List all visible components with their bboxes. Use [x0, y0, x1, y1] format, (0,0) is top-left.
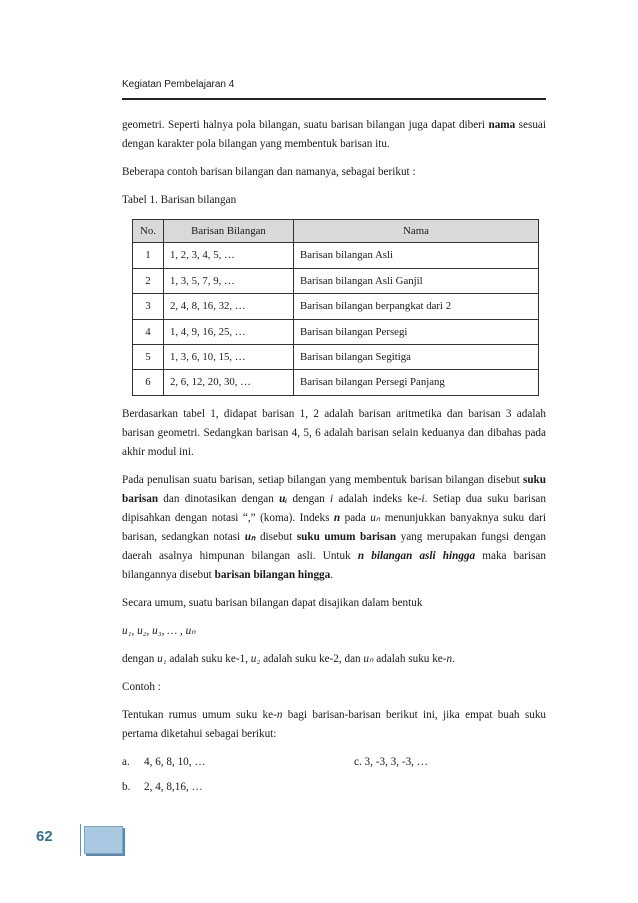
- cell-sequence: 1, 2, 3, 4, 5, …: [164, 243, 294, 268]
- math-term: i: [330, 492, 334, 505]
- math-term: u₁: [157, 652, 167, 665]
- text: adalah suku ke-: [373, 652, 447, 665]
- table-row: [133, 243, 539, 268]
- text: dan dinotasikan dengan: [158, 492, 280, 505]
- cell-no: 3: [133, 294, 164, 319]
- page-tab-decoration: [84, 826, 123, 854]
- text: Tentukan rumus umum suku ke-: [122, 708, 277, 721]
- item-text: c. 3, -3, 3, -3, …: [354, 756, 428, 768]
- page-content: [122, 116, 546, 803]
- cell-sequence: 1, 3, 6, 10, 15, …: [164, 344, 294, 369]
- sequence-formula: u₁, u₂, u₃, … , uₙ: [122, 624, 196, 637]
- text: adalah indeks ke-: [333, 492, 422, 505]
- text: adalah suku ke-1,: [166, 652, 251, 665]
- text: Pada penulisan suatu barisan, setiap bilangan yang membentuk barisan bilangan disebut: [122, 473, 523, 486]
- text: bagi barisan-barisan berikut ini, jika empat buah suku pertama diketahui sebagai berikut:: [122, 708, 547, 740]
- math-term: u₂: [250, 652, 261, 665]
- item-letter: a.: [122, 756, 130, 768]
- text: dengan: [287, 492, 331, 505]
- text: .: [330, 568, 334, 581]
- header-rule: [122, 98, 546, 100]
- math-term: n: [276, 708, 283, 721]
- cell-no: 4: [133, 319, 164, 344]
- text: geometri. Seperti halnya pola bilangan, suatu barisan bilangan juga dapat diberi: [122, 119, 489, 131]
- cell-name: Barisan bilangan Persegi: [294, 319, 539, 344]
- footer-divider: [80, 824, 81, 856]
- paragraph-3: Berdasarkan tabel 1, didapat barisan 1, 2 adalah barisan aritmetika dan barisan 3 adalah barisan geometri. Sedangkan barisan 4, 5, 6 adalah barisan selain keduanya dan dibahas pada akhir modul ini.: [122, 407, 546, 458]
- sequence-table: [132, 219, 539, 395]
- text: menunjukkan banyaknya suku dari barisan, sedangkan notasi: [122, 511, 546, 543]
- text: sesuai dengan karakter pola bilangan yang membentuk barisan itu.: [122, 119, 546, 151]
- text: adalah suku ke-2, dan: [260, 652, 364, 665]
- math-term: n: [446, 652, 453, 665]
- table-row: [133, 268, 539, 293]
- math-term: i: [421, 492, 425, 505]
- bold-term: suku umum barisan: [296, 530, 397, 543]
- example-list: [122, 753, 546, 803]
- cell-no: 5: [133, 344, 164, 369]
- item-letter: b.: [122, 781, 131, 793]
- cell-sequence: 1, 4, 9, 16, 25, …: [164, 319, 294, 344]
- math-term: uₙ: [363, 652, 374, 665]
- paragraph-5: Secara umum, suatu barisan bilangan dapat disajikan dalam bentuk: [122, 596, 423, 609]
- page-number: 62: [36, 828, 53, 845]
- item-text: 2, 4, 8,16, …: [144, 781, 203, 793]
- header-name: Nama: [294, 220, 539, 243]
- math-term: uₙ: [370, 511, 381, 524]
- item-text: 4, 6, 8, 10, …: [144, 756, 206, 768]
- example-heading: Contoh :: [122, 680, 161, 693]
- bold-term: suku barisan: [122, 473, 546, 505]
- paragraph-6: [122, 650, 546, 669]
- table-caption: Tabel 1. Barisan bilangan: [122, 194, 237, 207]
- text: . Setiap dua suku barisan dipisahkan dengan notasi “,” (koma). Indeks: [122, 492, 546, 524]
- table-row: [133, 370, 539, 395]
- cell-sequence: 2, 6, 12, 20, 30, …: [164, 370, 294, 395]
- bold-term: barisan bilangan hingga: [214, 568, 331, 581]
- text: .: [452, 652, 455, 665]
- text: disebut: [255, 530, 297, 543]
- cell-name: Barisan bilangan Asli Ganjil: [294, 268, 539, 293]
- table-header-row: [133, 220, 539, 243]
- text: dengan: [122, 652, 158, 665]
- cell-name: Barisan bilangan Asli: [294, 243, 539, 268]
- header-no: No.: [133, 220, 164, 243]
- cell-name: Barisan bilangan berpangkat dari 2: [294, 294, 539, 319]
- running-header: Kegiatan Pembelajaran 4: [122, 79, 235, 90]
- paragraph-2: Beberapa contoh barisan bilangan dan namanya, sebagai berikut :: [122, 166, 416, 179]
- list-item: [122, 753, 546, 778]
- text: pada: [340, 511, 371, 524]
- table-row: [133, 319, 539, 344]
- math-term: uₙ: [244, 530, 256, 543]
- cell-name: Barisan bilangan Persegi Panjang: [294, 370, 539, 395]
- paragraph-1: [122, 116, 546, 154]
- cell-no: 2: [133, 268, 164, 293]
- cell-name: Barisan bilangan Segitiga: [294, 344, 539, 369]
- paragraph-7: [122, 706, 546, 744]
- bold-term: nama: [488, 119, 516, 131]
- header-sequence: Barisan Bilangan: [164, 220, 294, 243]
- math-term: uᵢ: [279, 492, 288, 505]
- text: maka barisan bilangannya disebut: [122, 549, 546, 581]
- cell-sequence: 1, 3, 5, 7, 9, …: [164, 268, 294, 293]
- paragraph-4: [122, 471, 546, 585]
- bold-term: n bilangan asli hingga: [357, 549, 476, 562]
- cell-sequence: 2, 4, 8, 16, 32, …: [164, 294, 294, 319]
- cell-no: 6: [133, 370, 164, 395]
- math-term: n: [333, 511, 341, 524]
- cell-no: 1: [133, 243, 164, 268]
- text: yang merupakan fungsi dengan daerah asalnya himpunan bilangan asli. Untuk: [122, 530, 546, 562]
- list-item: [122, 778, 546, 803]
- table-row: [133, 294, 539, 319]
- table-row: [133, 344, 539, 369]
